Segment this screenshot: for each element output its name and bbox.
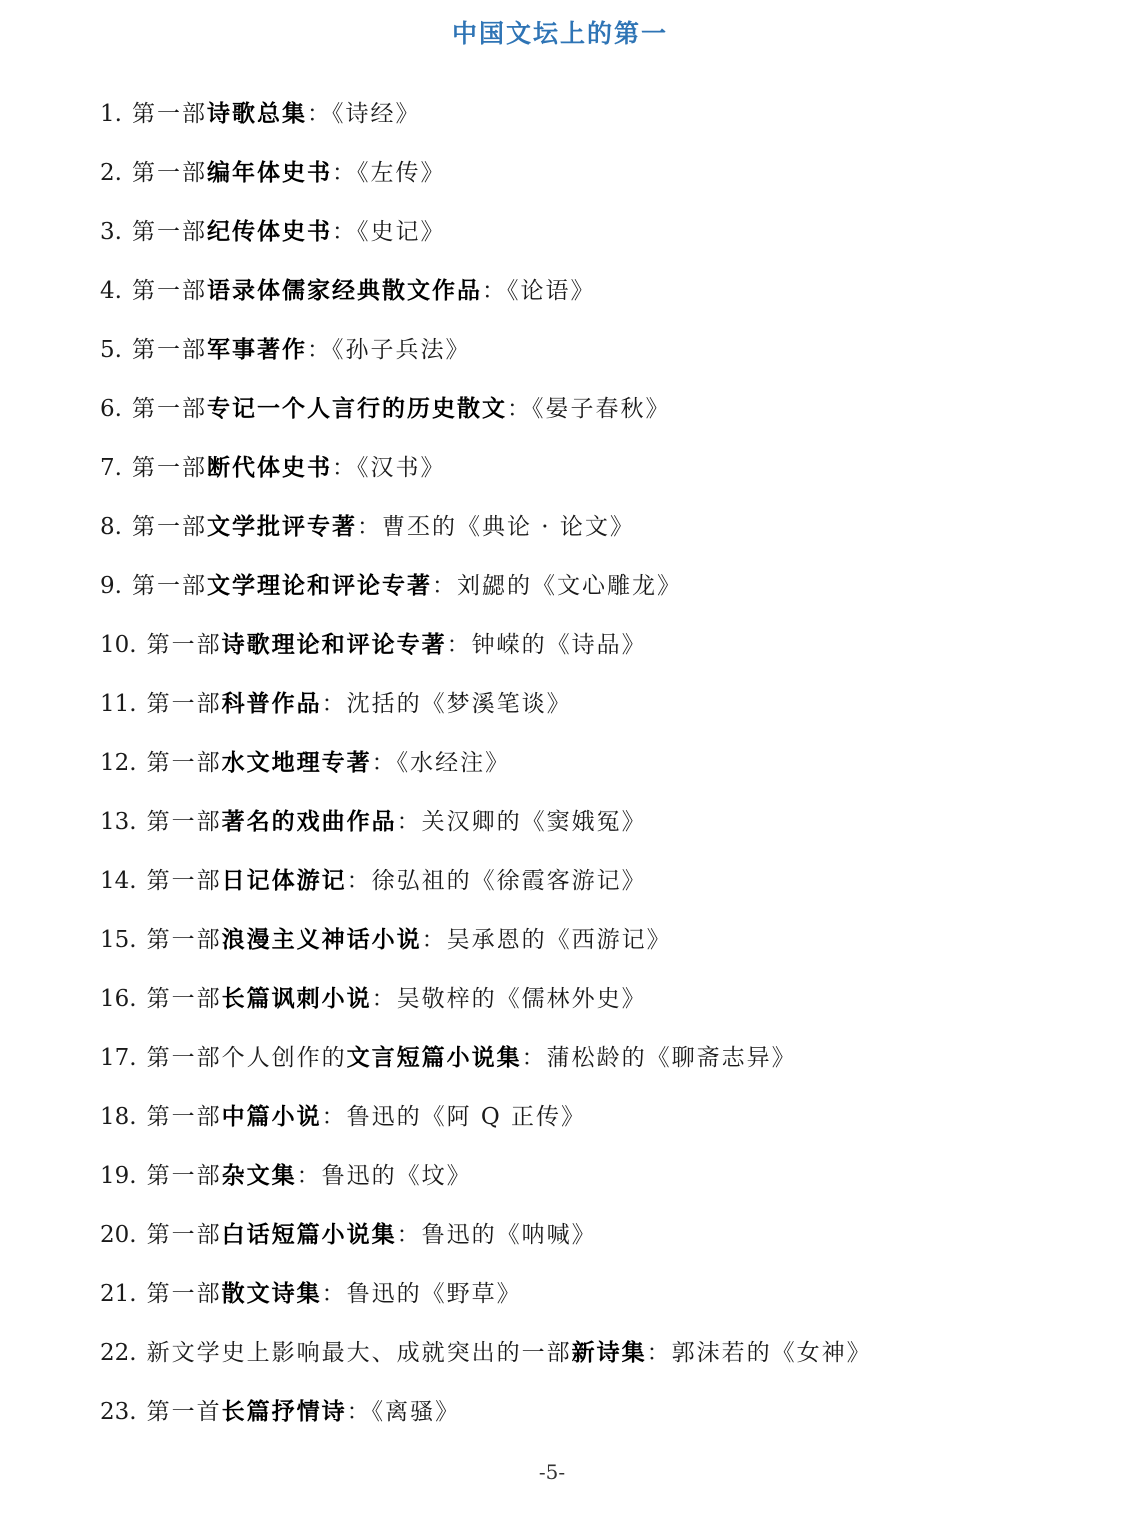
item-answer: ：《诗经》 [306,101,421,127]
item-number: 12. [100,750,137,776]
list-item [100,1146,1120,1205]
item-keyword: 中篇小说 [221,1103,322,1130]
item-number: 10. [100,632,137,658]
item-keyword: 语录体儒家经典散文作品 [206,277,482,304]
item-answer: ：曹丕的《典论 · 论文》 [356,514,635,540]
item-number: 6. [100,396,122,422]
item-prefix: 第一部 [131,337,207,363]
item-keyword: 断代体史书 [206,454,332,481]
list-item [100,1028,1120,1087]
item-number: 8. [100,514,122,540]
item-number: 18. [100,1104,137,1130]
list-item [100,733,1120,792]
list-item [100,910,1120,969]
item-number: 15. [100,927,137,953]
item-keyword: 浪漫主义神话小说 [221,926,422,953]
item-answer: ：《左传》 [331,160,446,186]
item-number: 4. [100,278,122,304]
list-item [100,1323,1120,1382]
item-number: 17. [100,1045,137,1071]
item-prefix: 第一部 [146,750,222,776]
item-number: 5. [100,337,122,363]
item-keyword: 新诗集 [571,1339,647,1366]
item-keyword: 文学批评专著 [206,513,357,540]
item-prefix: 第一部 [146,1163,222,1189]
item-number: 21. [100,1281,137,1307]
item-prefix: 第一部 [146,1222,222,1248]
item-prefix: 第一部 [131,455,207,481]
item-list [100,84,1120,1441]
item-prefix: 第一部 [146,691,222,717]
item-prefix: 第一部 [146,1104,222,1130]
item-keyword: 水文地理专著 [221,749,372,776]
item-keyword: 文学理论和评论专著 [206,572,432,599]
item-number: 7. [100,455,122,481]
item-number: 14. [100,868,137,894]
list-item [100,379,1120,438]
item-keyword: 长篇抒情诗 [221,1398,347,1425]
item-prefix: 第一首 [146,1399,222,1425]
item-number: 13. [100,809,137,835]
item-number: 22. [100,1340,137,1366]
list-item [100,497,1120,556]
item-prefix: 新文学史上影响最大、成就突出的一部 [146,1340,572,1366]
item-number: 2. [100,160,122,186]
item-answer: ：钟嵘的《诗品》 [446,632,647,658]
item-number: 23. [100,1399,137,1425]
item-prefix: 第一部 [146,927,222,953]
list-item [100,320,1120,379]
item-answer: ：蒲松龄的《聊斋志异》 [521,1045,797,1071]
item-answer: ：吴承恩的《西游记》 [421,927,672,953]
list-item [100,1087,1120,1146]
item-number: 16. [100,986,137,1012]
list-item [100,1382,1120,1441]
item-answer: ：《史记》 [331,219,446,245]
item-answer: ：徐弘祖的《徐霞客游记》 [346,868,647,894]
item-keyword: 日记体游记 [221,867,347,894]
item-prefix: 第一部 [131,573,207,599]
item-answer: ：关汉卿的《窦娥冤》 [396,809,647,835]
item-number: 3. [100,219,122,245]
item-keyword: 文言短篇小说集 [346,1044,522,1071]
item-answer: ：《论语》 [481,278,596,304]
list-item [100,615,1120,674]
item-answer: ：《孙子兵法》 [306,337,471,363]
item-keyword: 编年体史书 [206,159,332,186]
item-answer: ：《水经注》 [371,750,511,776]
item-answer: ：《汉书》 [331,455,446,481]
item-prefix: 第一部 [131,101,207,127]
item-number: 19. [100,1163,137,1189]
item-answer: ：刘勰的《文心雕龙》 [431,573,682,599]
list-item [100,1205,1120,1264]
item-number: 20. [100,1222,137,1248]
page-title: 中国文坛上的第一 [451,19,668,48]
item-answer: ：鲁迅的《坟》 [296,1163,472,1189]
list-item [100,143,1120,202]
item-answer: ：沈括的《梦溪笔谈》 [321,691,572,717]
list-item [100,792,1120,851]
item-prefix: 第一部 [146,986,222,1012]
list-item [100,84,1120,143]
item-prefix: 第一部 [131,160,207,186]
item-keyword: 纪传体史书 [206,218,332,245]
item-number: 9. [100,573,122,599]
item-keyword: 著名的戏曲作品 [221,808,397,835]
item-answer: ：鲁迅的《呐喊》 [396,1222,597,1248]
item-prefix: 第一部 [131,219,207,245]
item-prefix: 第一部 [146,1281,222,1307]
list-item [100,674,1120,733]
list-item [100,438,1120,497]
item-prefix: 第一部 [146,809,222,835]
item-prefix: 第一部 [131,514,207,540]
item-keyword: 科普作品 [221,690,322,717]
item-keyword: 诗歌总集 [206,100,307,127]
item-number: 11. [100,691,137,717]
list-item [100,556,1120,615]
list-item [100,261,1120,320]
item-answer: ：《晏子春秋》 [506,396,671,422]
item-answer: ：鲁迅的《阿 Q 正传》 [321,1104,587,1130]
item-keyword: 杂文集 [221,1162,297,1189]
item-keyword: 诗歌理论和评论专著 [221,631,447,658]
item-keyword: 专记一个人言行的历史散文 [206,395,507,422]
item-number: 1. [100,101,122,127]
item-prefix: 第一部 [131,396,207,422]
item-prefix: 第一部个人创作的 [146,1045,347,1071]
item-answer: ：吴敬梓的《儒林外史》 [371,986,647,1012]
list-item [100,202,1120,261]
item-prefix: 第一部 [131,278,207,304]
item-answer: ：鲁迅的《野草》 [321,1281,522,1307]
item-keyword: 散文诗集 [221,1280,322,1307]
item-answer: ：《离骚》 [346,1399,461,1425]
item-answer: ：郭沫若的《女神》 [646,1340,872,1366]
item-keyword: 军事著作 [206,336,307,363]
item-prefix: 第一部 [146,632,222,658]
list-item [100,1264,1120,1323]
list-item [100,969,1120,1028]
item-prefix: 第一部 [146,868,222,894]
item-keyword: 长篇讽刺小说 [221,985,372,1012]
item-keyword: 白话短篇小说集 [221,1221,397,1248]
page-number: -5- [538,1460,566,1484]
list-item [100,851,1120,910]
